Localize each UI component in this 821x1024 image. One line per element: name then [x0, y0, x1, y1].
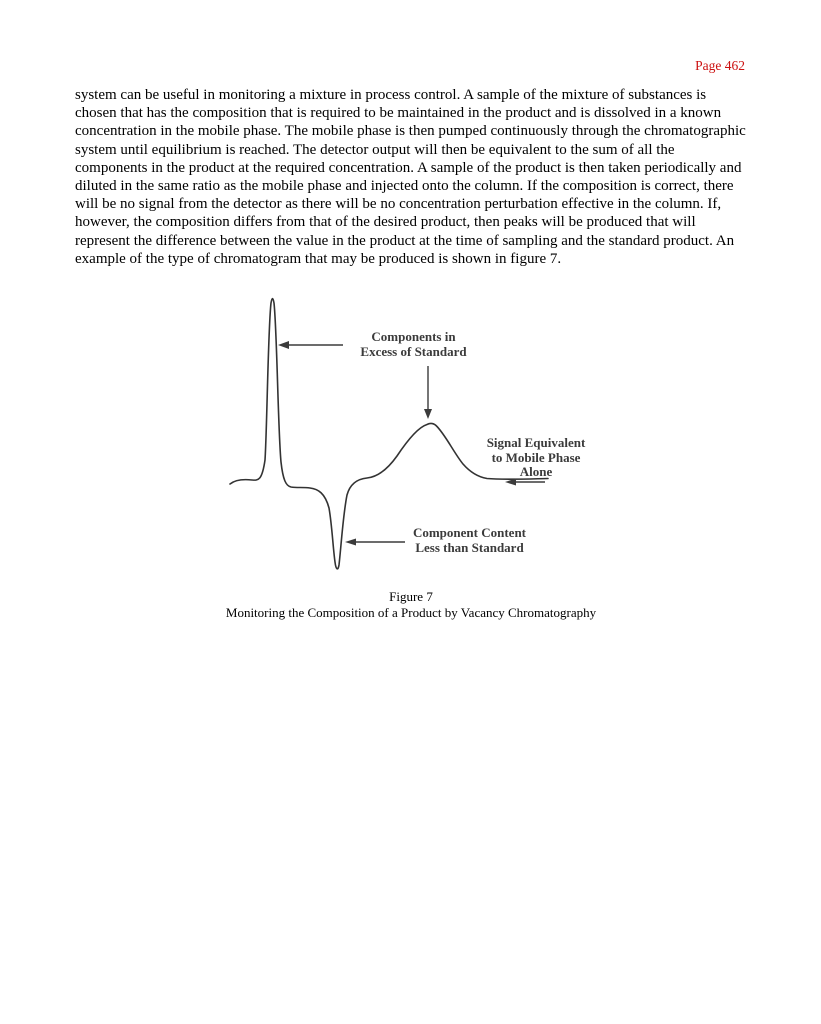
arrow-excess-vertical [424, 366, 432, 419]
figure-label-signal-line1: Signal Equivalent [486, 435, 586, 450]
figure-label-deficit-line2: Less than Standard [415, 539, 524, 555]
figure-chromatogram [75, 290, 747, 630]
figure-caption-title: Monitoring the Composition of a Product by Vacancy Chromatography [225, 605, 597, 620]
page-number: Page 462 [695, 58, 745, 73]
figure-caption-number: Figure 7 [389, 589, 433, 604]
arrow-deficit [345, 539, 405, 546]
body-paragraph: system can be useful in monitoring a mixture in process control. A sample of the mixture of substances is chosen that has the composition that is required to be maintained in the product and is dissolved in a known concentration in the mobile phase. The mobile phase is then pumped continuously through the chromatographic system until equilibrium is reached. The detector output will then be equivalent to the sum of all the components in the product at the required concentration. A sample of the product is then taken periodically and diluted in the same ratio as the mobile phase and injected onto the column. If the composition is correct, there will be no signal from the detector as there will be no concentration perturbation effective in the column. If, however, the composition differs from that of the desired product, then peaks will be produced that will represent the difference between the value in the product at the time of sampling and the standard product. An example of the type of chromatogram that may be produced is shown in figure 7. [75, 87, 746, 267]
figure-label-deficit [397, 526, 542, 555]
arrow-excess [278, 341, 343, 349]
figure-label-excess-line1: Components in [371, 329, 456, 344]
figure-label-excess [341, 330, 486, 359]
figure-label-signal-line3: Alone [519, 464, 553, 479]
figure-caption [75, 589, 747, 621]
figure-label-excess-line2: Excess of Standard [360, 343, 467, 359]
figure-label-signal [466, 436, 606, 480]
figure-label-deficit-line1: Component Content [412, 525, 527, 540]
figure-label-signal-line2: to Mobile Phase [491, 449, 581, 465]
